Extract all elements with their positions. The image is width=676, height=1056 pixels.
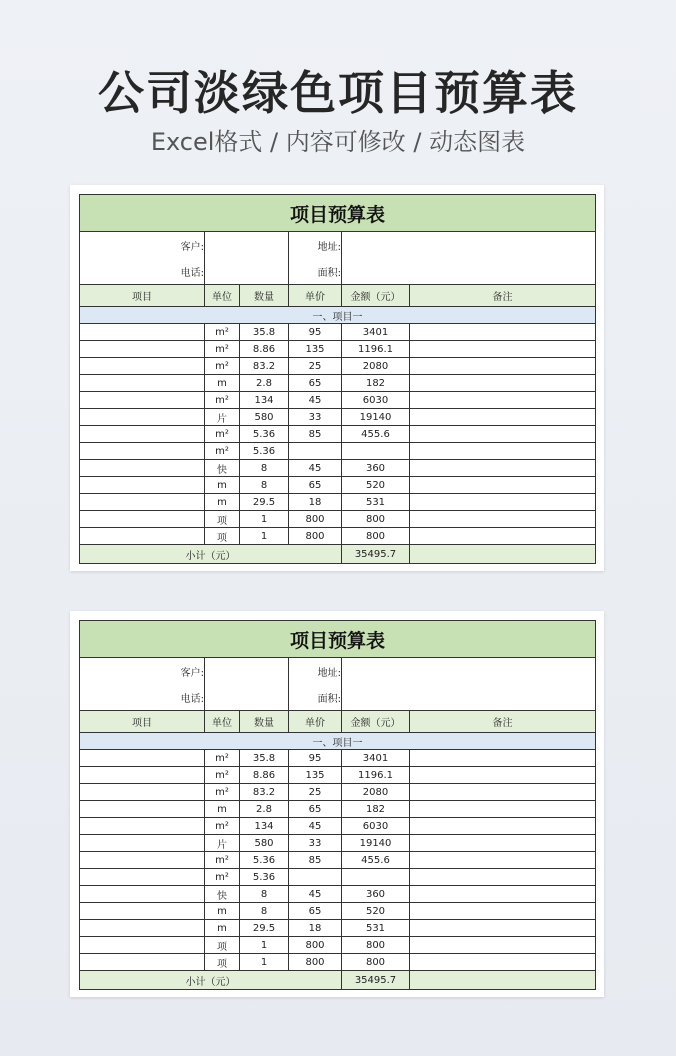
note-cell[interactable] (410, 801, 596, 818)
amount-cell[interactable] (342, 443, 410, 460)
item-cell[interactable] (80, 886, 205, 903)
amount-cell[interactable]: 531 (342, 920, 410, 937)
client-label: 客户: (80, 232, 205, 259)
unit-cell[interactable]: m² (205, 750, 240, 767)
qty-cell[interactable]: 8 (240, 460, 289, 477)
unit-cell[interactable]: m² (205, 443, 240, 460)
address-value[interactable] (342, 658, 596, 685)
section-label: 一、项目一 (80, 733, 596, 750)
col-header-item: 项目 (80, 711, 205, 733)
price-cell[interactable]: 65 (289, 375, 342, 392)
qty-cell[interactable]: 1 (240, 528, 289, 545)
unit-cell[interactable]: m (205, 920, 240, 937)
qty-cell[interactable]: 580 (240, 409, 289, 426)
table-row (80, 477, 596, 494)
table-row (80, 409, 596, 426)
client-value[interactable] (205, 658, 289, 685)
col-header-note: 备注 (410, 711, 596, 733)
table-row (80, 903, 596, 920)
qty-cell[interactable]: 1 (240, 511, 289, 528)
qty-cell[interactable]: 29.5 (240, 494, 289, 511)
amount-cell[interactable]: 1196.1 (342, 767, 410, 784)
address-value[interactable] (342, 232, 596, 259)
table-row (80, 392, 596, 409)
price-cell[interactable]: 800 (289, 937, 342, 954)
subtotal-note[interactable] (410, 545, 596, 564)
table-row (80, 767, 596, 784)
unit-cell[interactable]: 项 (205, 937, 240, 954)
item-cell[interactable] (80, 835, 205, 852)
qty-cell[interactable]: 1 (240, 954, 289, 971)
amount-cell[interactable]: 182 (342, 375, 410, 392)
qty-cell[interactable]: 8.86 (240, 341, 289, 358)
col-header-unit: 单位 (205, 711, 240, 733)
sheet-title: 项目预算表 (80, 621, 596, 658)
qty-cell[interactable]: 134 (240, 818, 289, 835)
table-row (80, 324, 596, 341)
qty-cell[interactable]: 5.36 (240, 426, 289, 443)
note-cell[interactable] (410, 477, 596, 494)
note-cell[interactable] (410, 954, 596, 971)
price-cell[interactable]: 18 (289, 920, 342, 937)
note-cell[interactable] (410, 920, 596, 937)
item-cell[interactable] (80, 494, 205, 511)
amount-cell[interactable]: 800 (342, 528, 410, 545)
phone-label: 电话: (80, 684, 205, 711)
table-row (80, 443, 596, 460)
item-cell[interactable] (80, 443, 205, 460)
item-cell[interactable] (80, 426, 205, 443)
price-cell[interactable]: 95 (289, 750, 342, 767)
note-cell[interactable] (410, 528, 596, 545)
note-cell[interactable] (410, 358, 596, 375)
price-cell[interactable]: 85 (289, 426, 342, 443)
qty-cell[interactable]: 2.8 (240, 801, 289, 818)
price-cell[interactable]: 45 (289, 460, 342, 477)
table-row (80, 426, 596, 443)
unit-cell[interactable]: 片 (205, 835, 240, 852)
area-value[interactable] (342, 258, 596, 285)
col-header-item: 项目 (80, 285, 205, 307)
unit-cell[interactable]: 片 (205, 409, 240, 426)
price-cell[interactable] (289, 869, 342, 886)
note-cell[interactable] (410, 852, 596, 869)
unit-cell[interactable]: m (205, 477, 240, 494)
note-cell[interactable] (410, 324, 596, 341)
price-cell[interactable]: 135 (289, 767, 342, 784)
amount-cell[interactable]: 360 (342, 460, 410, 477)
section-label: 一、项目一 (80, 307, 596, 324)
note-cell[interactable] (410, 494, 596, 511)
price-cell[interactable]: 85 (289, 852, 342, 869)
qty-cell[interactable]: 5.36 (240, 869, 289, 886)
qty-cell[interactable]: 29.5 (240, 920, 289, 937)
note-cell[interactable] (410, 341, 596, 358)
qty-cell[interactable]: 134 (240, 392, 289, 409)
amount-cell[interactable]: 360 (342, 886, 410, 903)
table-row (80, 886, 596, 903)
client-label: 客户: (80, 658, 205, 685)
price-cell[interactable]: 135 (289, 341, 342, 358)
item-cell[interactable] (80, 409, 205, 426)
unit-cell[interactable]: m² (205, 784, 240, 801)
unit-cell[interactable]: 项 (205, 511, 240, 528)
qty-cell[interactable]: 8.86 (240, 767, 289, 784)
price-cell[interactable]: 45 (289, 392, 342, 409)
unit-cell[interactable]: m² (205, 324, 240, 341)
table-row (80, 460, 596, 477)
amount-cell[interactable]: 800 (342, 937, 410, 954)
table-row (80, 341, 596, 358)
item-cell[interactable] (80, 511, 205, 528)
amount-cell[interactable]: 455.6 (342, 426, 410, 443)
amount-cell[interactable]: 19140 (342, 835, 410, 852)
item-cell[interactable] (80, 460, 205, 477)
unit-cell[interactable]: 项 (205, 954, 240, 971)
qty-cell[interactable]: 83.2 (240, 358, 289, 375)
subtotal-value: 35495.7 (342, 545, 410, 564)
note-cell[interactable] (410, 443, 596, 460)
col-header-amount: 金额（元） (342, 285, 410, 307)
note-cell[interactable] (410, 903, 596, 920)
spreadsheet-preview-2 (70, 611, 604, 997)
item-cell[interactable] (80, 324, 205, 341)
price-cell[interactable]: 800 (289, 954, 342, 971)
item-cell[interactable] (80, 801, 205, 818)
table-row (80, 869, 596, 886)
item-cell[interactable] (80, 392, 205, 409)
note-cell[interactable] (410, 869, 596, 886)
unit-cell[interactable]: 快 (205, 460, 240, 477)
amount-cell[interactable]: 6030 (342, 818, 410, 835)
amount-cell[interactable]: 2080 (342, 784, 410, 801)
unit-cell[interactable]: 项 (205, 528, 240, 545)
price-cell[interactable]: 65 (289, 801, 342, 818)
unit-cell[interactable]: m² (205, 426, 240, 443)
col-header-note: 备注 (410, 285, 596, 307)
price-cell[interactable]: 65 (289, 477, 342, 494)
col-header-amount: 金额（元） (342, 711, 410, 733)
unit-cell[interactable]: m² (205, 392, 240, 409)
col-header-unit: 单位 (205, 285, 240, 307)
amount-cell[interactable]: 455.6 (342, 852, 410, 869)
note-cell[interactable] (410, 937, 596, 954)
unit-cell[interactable]: m² (205, 818, 240, 835)
qty-cell[interactable]: 8 (240, 903, 289, 920)
note-cell[interactable] (410, 392, 596, 409)
price-cell[interactable]: 45 (289, 818, 342, 835)
amount-cell[interactable]: 531 (342, 494, 410, 511)
unit-cell[interactable]: m (205, 903, 240, 920)
item-cell[interactable] (80, 818, 205, 835)
col-header-price: 单价 (289, 285, 342, 307)
item-cell[interactable] (80, 528, 205, 545)
col-header-qty: 数量 (240, 285, 289, 307)
amount-cell[interactable]: 3401 (342, 324, 410, 341)
client-value[interactable] (205, 232, 289, 259)
amount-cell[interactable]: 182 (342, 801, 410, 818)
qty-cell[interactable]: 8 (240, 477, 289, 494)
note-cell[interactable] (410, 375, 596, 392)
qty-cell[interactable]: 1 (240, 937, 289, 954)
subtotal-note[interactable] (410, 971, 596, 990)
amount-cell[interactable]: 800 (342, 954, 410, 971)
item-cell[interactable] (80, 920, 205, 937)
amount-cell[interactable]: 1196.1 (342, 341, 410, 358)
price-cell[interactable]: 95 (289, 324, 342, 341)
unit-cell[interactable]: m² (205, 869, 240, 886)
qty-cell[interactable]: 5.36 (240, 852, 289, 869)
table-row (80, 920, 596, 937)
item-cell[interactable] (80, 341, 205, 358)
qty-cell[interactable]: 2.8 (240, 375, 289, 392)
note-cell[interactable] (410, 767, 596, 784)
amount-cell[interactable]: 3401 (342, 750, 410, 767)
page-header (0, 62, 676, 158)
table-row (80, 375, 596, 392)
unit-cell[interactable]: 快 (205, 886, 240, 903)
table-row (80, 784, 596, 801)
table-row (80, 835, 596, 852)
qty-cell[interactable]: 83.2 (240, 784, 289, 801)
item-cell[interactable] (80, 750, 205, 767)
note-cell[interactable] (410, 426, 596, 443)
col-header-qty: 数量 (240, 711, 289, 733)
table-row (80, 852, 596, 869)
item-cell[interactable] (80, 937, 205, 954)
area-label: 面积: (289, 684, 342, 711)
address-label: 地址: (289, 658, 342, 685)
price-cell[interactable]: 800 (289, 511, 342, 528)
spreadsheet-preview-1 (70, 185, 604, 571)
subtotal-label: 小计（元） (80, 971, 342, 990)
item-cell[interactable] (80, 784, 205, 801)
qty-cell[interactable]: 35.8 (240, 324, 289, 341)
subtotal-value: 35495.7 (342, 971, 410, 990)
table-row (80, 801, 596, 818)
price-cell[interactable]: 800 (289, 528, 342, 545)
item-cell[interactable] (80, 954, 205, 971)
table-row (80, 528, 596, 545)
price-cell[interactable]: 18 (289, 494, 342, 511)
price-cell[interactable]: 25 (289, 358, 342, 375)
unit-cell[interactable]: m (205, 375, 240, 392)
unit-cell[interactable]: m (205, 801, 240, 818)
table-row (80, 511, 596, 528)
table-row (80, 358, 596, 375)
unit-cell[interactable]: m² (205, 852, 240, 869)
qty-cell[interactable]: 8 (240, 886, 289, 903)
area-value[interactable] (342, 684, 596, 711)
qty-cell[interactable]: 5.36 (240, 443, 289, 460)
amount-cell[interactable]: 6030 (342, 392, 410, 409)
address-label: 地址: (289, 232, 342, 259)
subtotal-label: 小计（元） (80, 545, 342, 564)
note-cell[interactable] (410, 409, 596, 426)
item-cell[interactable] (80, 477, 205, 494)
area-label: 面积: (289, 258, 342, 285)
note-cell[interactable] (410, 886, 596, 903)
amount-cell[interactable] (342, 869, 410, 886)
amount-cell[interactable]: 520 (342, 903, 410, 920)
amount-cell[interactable]: 2080 (342, 358, 410, 375)
amount-cell[interactable]: 19140 (342, 409, 410, 426)
amount-cell[interactable]: 520 (342, 477, 410, 494)
price-cell[interactable]: 33 (289, 409, 342, 426)
note-cell[interactable] (410, 835, 596, 852)
budget-table (79, 620, 596, 990)
table-row (80, 494, 596, 511)
table-row (80, 818, 596, 835)
phone-label: 电话: (80, 258, 205, 285)
item-cell[interactable] (80, 375, 205, 392)
item-cell[interactable] (80, 358, 205, 375)
price-cell[interactable]: 65 (289, 903, 342, 920)
note-cell[interactable] (410, 750, 596, 767)
note-cell[interactable] (410, 511, 596, 528)
budget-table (79, 194, 596, 564)
qty-cell[interactable]: 580 (240, 835, 289, 852)
qty-cell[interactable]: 35.8 (240, 750, 289, 767)
page-subtitle: Excel格式 / 内容可修改 / 动态图表 (150, 128, 526, 156)
table-row (80, 954, 596, 971)
amount-cell[interactable]: 800 (342, 511, 410, 528)
item-cell[interactable] (80, 767, 205, 784)
price-cell[interactable]: 33 (289, 835, 342, 852)
unit-cell[interactable]: m² (205, 358, 240, 375)
unit-cell[interactable]: m² (205, 341, 240, 358)
col-header-price: 单价 (289, 711, 342, 733)
item-cell[interactable] (80, 869, 205, 886)
note-cell[interactable] (410, 460, 596, 477)
table-row (80, 937, 596, 954)
table-row (80, 750, 596, 767)
item-cell[interactable] (80, 852, 205, 869)
page-title: 公司淡绿色项目预算表 (98, 66, 578, 120)
phone-value[interactable] (205, 684, 289, 711)
phone-value[interactable] (205, 258, 289, 285)
note-cell[interactable] (410, 784, 596, 801)
price-cell[interactable]: 45 (289, 886, 342, 903)
item-cell[interactable] (80, 903, 205, 920)
note-cell[interactable] (410, 818, 596, 835)
unit-cell[interactable]: m² (205, 767, 240, 784)
price-cell[interactable]: 25 (289, 784, 342, 801)
unit-cell[interactable]: m (205, 494, 240, 511)
sheet-title: 项目预算表 (80, 195, 596, 232)
price-cell[interactable] (289, 443, 342, 460)
